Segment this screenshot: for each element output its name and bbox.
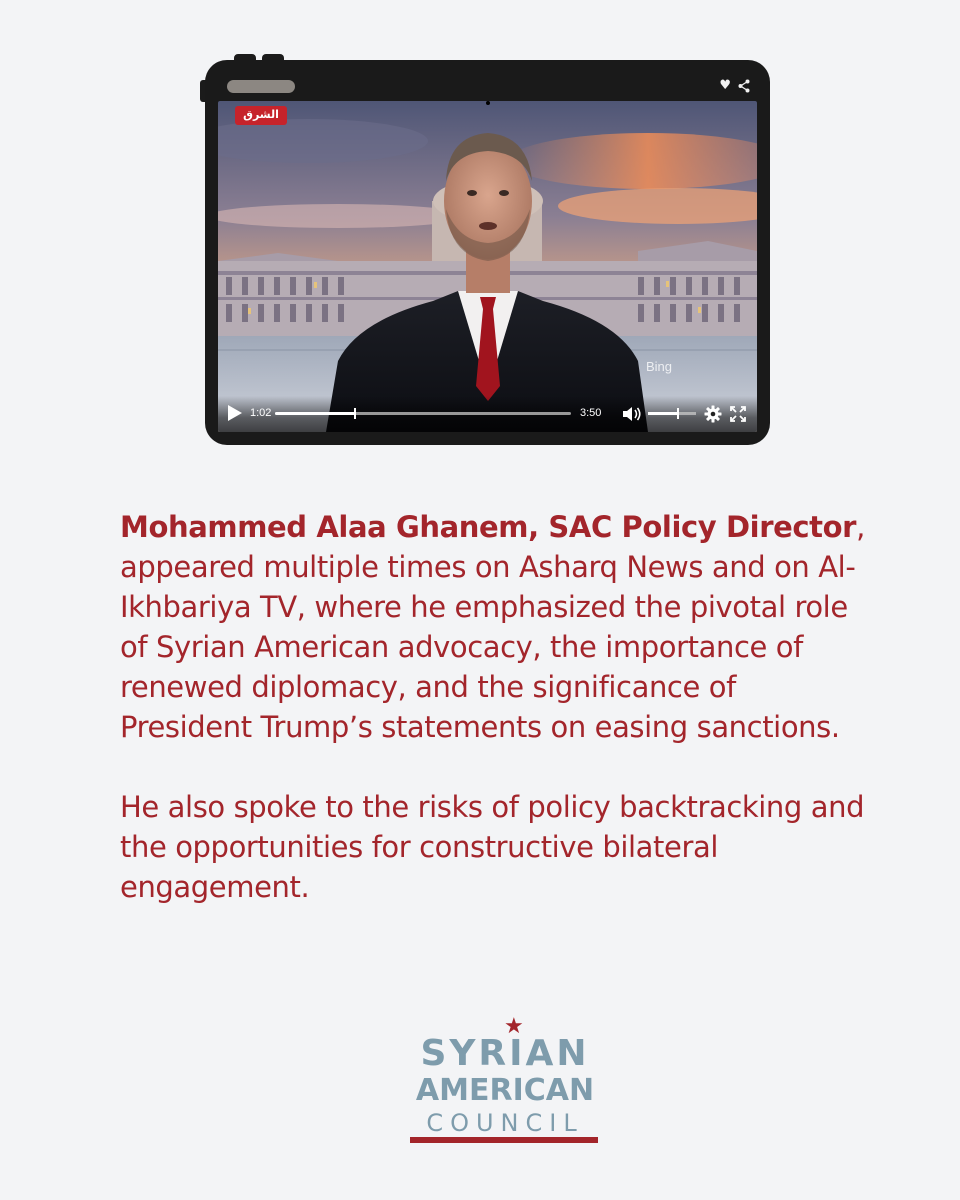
logo-line-council: COUNCIL	[426, 1109, 584, 1137]
seek-progress	[275, 412, 355, 415]
channel-logo: الشرق	[235, 106, 287, 125]
volume-level	[648, 412, 678, 415]
player-controls	[218, 396, 757, 432]
seek-bar[interactable]	[275, 412, 571, 415]
play-icon[interactable]	[228, 405, 242, 421]
volume-icon[interactable]	[622, 405, 644, 423]
video-player-frame	[205, 60, 770, 445]
heart-icon[interactable]: ♥	[719, 78, 731, 93]
video-frame-image	[218, 101, 757, 432]
bing-watermark: Bing	[646, 359, 673, 374]
top-bar-icons	[719, 77, 750, 99]
paragraph-1	[120, 507, 870, 747]
volume-handle[interactable]	[677, 408, 679, 419]
gear-icon[interactable]	[704, 405, 722, 423]
total-time: 3:50	[580, 407, 602, 419]
star-icon: ★	[504, 1014, 524, 1039]
logo-underline	[410, 1137, 598, 1143]
article-copy	[120, 507, 870, 907]
paragraph-2: He also spoke to the risks of policy backtracking and the opportunities for constructive bilateral engagement.	[120, 790, 865, 904]
speaker-name: Mohammed Alaa Ghanem, SAC Policy Director	[120, 510, 857, 544]
volume-slider[interactable]	[648, 412, 696, 415]
seek-handle[interactable]	[354, 408, 356, 419]
logo-line-syrian: SYRIAN	[420, 1033, 590, 1074]
paragraph-1-text: , appeared multiple times on Asharq News and on Al-Ikhbariya TV, where he emphasized the pivotal role of Syrian American advocacy, the importance of renewed diplomacy, and the significance of President Trump’s statements on easing sanctions.	[120, 510, 865, 744]
share-icon[interactable]	[738, 77, 750, 99]
video-screen[interactable]	[218, 101, 757, 432]
top-bar-pill	[227, 80, 295, 93]
syrian-american-council-logo	[410, 1016, 600, 1146]
current-time: 1:02	[250, 407, 272, 419]
fullscreen-icon[interactable]	[730, 406, 746, 422]
logo-line-american: AMERICAN	[415, 1073, 595, 1108]
